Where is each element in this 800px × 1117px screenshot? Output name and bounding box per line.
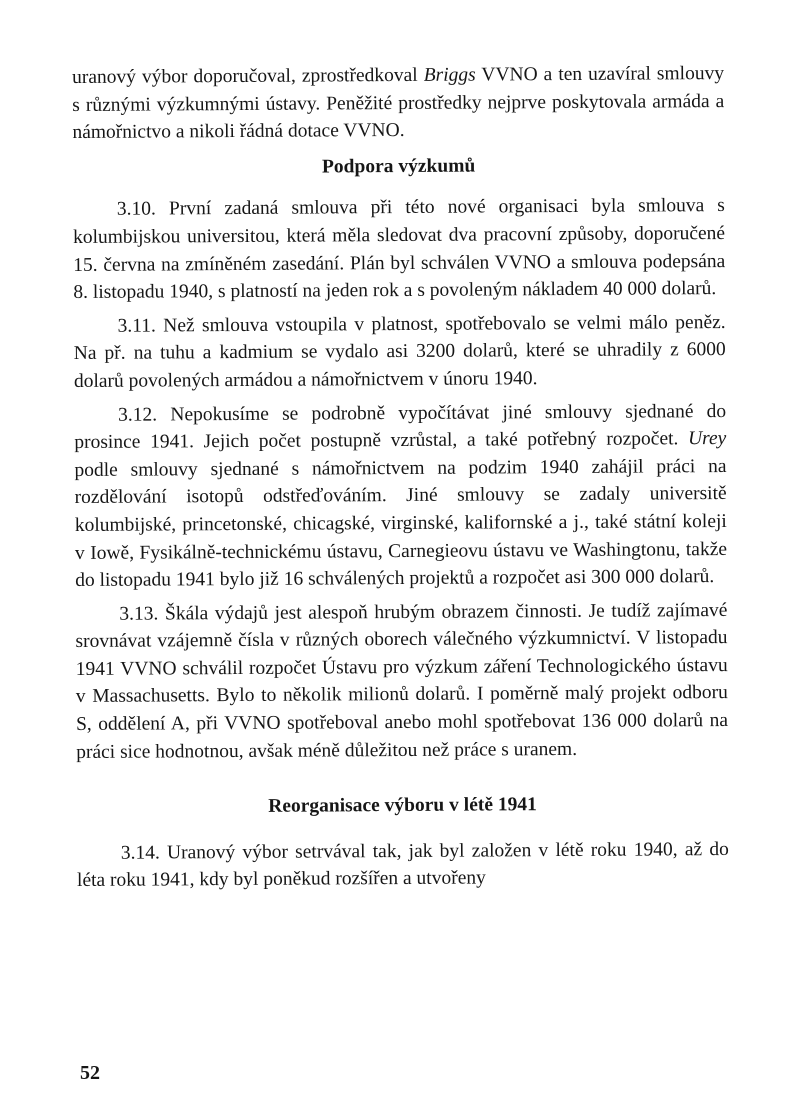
page-body — [72, 60, 729, 895]
paragraph-3-12-post: podle smlouvy sjednané s námořnictvem na podzim 1940 zahájil práci na rozdělování isotopů odstřeďováním. Jiné smlouvy se zadaly universitě kolumbijské, princetonské, chicagské, virginské, kalifornské a j., také státní koleji v Iowě, Fysikálně-technickému ústavu, Carnegieovu ústavu ve Washingtonu, takže do listopadu 1941 bylo již 16 schválených projektů a rozpočet asi 300 000 dolarů. — [74, 455, 728, 592]
paragraph-3-10: 3.10. První zadaná smlouva při této nové organisaci byla smlouva s kolumbijskou universitou, která měla sledovat dva pracovní způsoby, doporučené 15. června na zmíněném zasedání. Plán byl schválen VVNO a smlouva podepsána 8. listopadu 1940, s platností na jeden rok a s povoleným nákladem 40 000 dolarů. — [72, 195, 726, 304]
paragraph-3-11: 3.11. Než smlouva vstoupila v platnost, spotřebovalo se velmi málo peněz. Na př. na tuhu a kadmium se vydalo asi 3200 dolarů, které se uhradily z 6000 dolarů povolených armádou a námořnictvem v únoru 1940. — [73, 311, 726, 392]
section-heading-podpora: Podpora výzkumů — [321, 155, 476, 178]
section-heading-reorganisace: Reorganisace výboru v létě 1941 — [268, 794, 537, 818]
paragraph-3-14: 3.14. Uranový výbor setrvával tak, jak byl založen v létě roku 1940, až do léta roku 1941, kdy byl poněkud rozšířen a utvořeny — [76, 838, 729, 892]
paragraph-3-12-pre: 3.12. Nepokusíme se podrobně vypočítávat jiné smlouvy sjednané do prosince 1941. Jejich počet postupně vzrůstal, a také potřebný rozpočet. — [74, 400, 727, 454]
paragraph-3-12 — [74, 398, 727, 595]
intro-paragraph — [72, 60, 724, 147]
page-number: 52 — [80, 1062, 100, 1084]
intro-text-pre: uranový výbor doporučoval, zprostředkoval — [72, 64, 424, 88]
name-urey: Urey — [687, 428, 727, 450]
intro-text-post: VVNO a ten uzavíral smlouvy s různými výzkumnými ústavy. Peněžité prostředky nejprve poskytovala armáda a námořnictvo a nikoli řádná dotace VVNO. — [72, 63, 725, 144]
name-briggs: Briggs — [423, 64, 476, 86]
paragraph-3-13: 3.13. Škála výdajů jest alespoň hrubým obrazem činnosti. Je tudíž zajímavé srovnávat vzájemně čísla v různých oborech válečného výzkumnictví. V listopadu 1941 VVNO schválil rozpočet Ústavu pro výzkum záření Technologického ústavu v Massachusetts. Bylo to několik milionů dolarů. I poměrně malý projekt odboru S, oddělení A, při VVNO spotřeboval anebo mohl spotřebovat 136 000 dolarů na práci sice hodnotnou, avšak méně důležitou než práce s uranem. — [75, 599, 729, 763]
